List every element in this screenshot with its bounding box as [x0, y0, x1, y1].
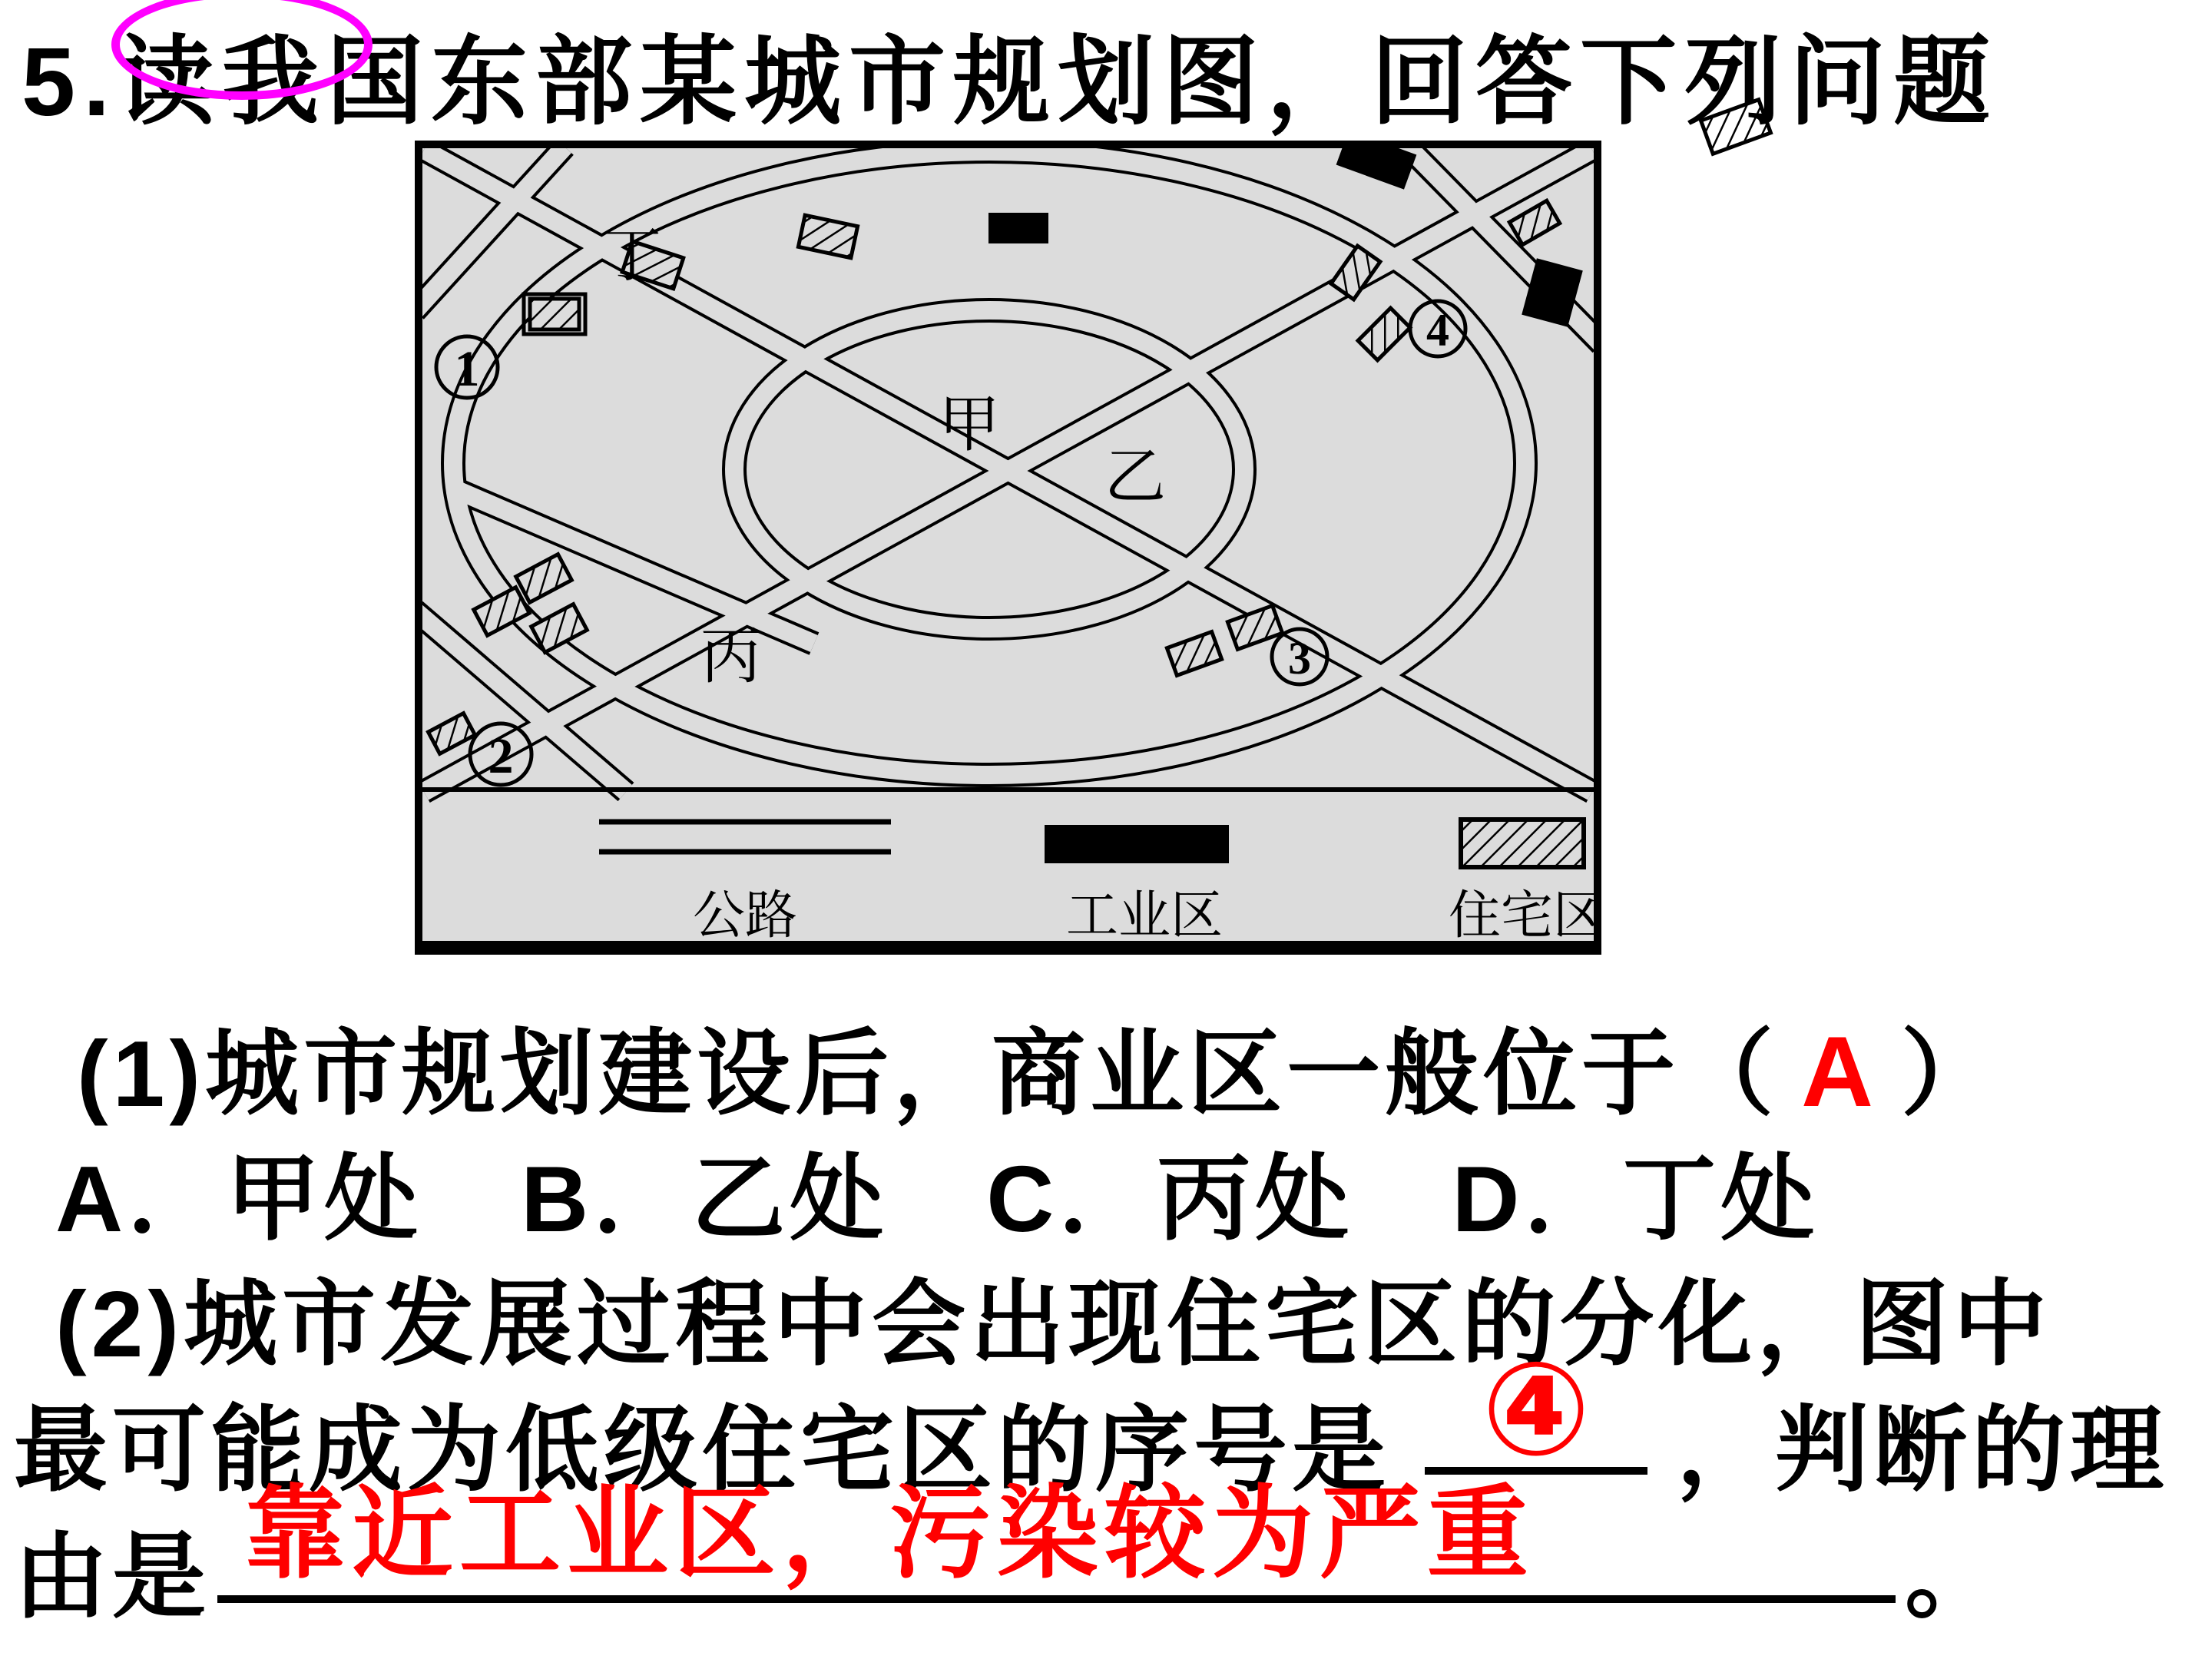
marker-2: 2: [488, 728, 514, 784]
city-map-figure: [415, 141, 1601, 955]
residential-zone-box: [530, 299, 579, 329]
question-title: 5.读我国东部某城市规划图，回答下列问题: [22, 28, 1998, 136]
question-2-line-2-prefix: 最可能成为低级住宅区的序号是: [14, 1398, 1390, 1502]
marker-3: 3: [1288, 633, 1311, 684]
answer-reason-text: 靠近工业区，污染较为严重: [244, 1477, 1535, 1590]
map-label-ding: 丁: [601, 222, 662, 289]
industrial-zone-box: [988, 213, 1048, 243]
legend-label-road: 公路: [692, 886, 798, 945]
legend-label-residential: 住宅区: [1448, 886, 1601, 945]
map-label-yi: 乙: [1104, 444, 1166, 512]
question-2-line-1: (2)城市发展过程中会出现住宅区的分化，图中: [55, 1272, 2052, 1376]
marker-4: 4: [1426, 305, 1449, 356]
answer-blank-reason: [217, 1477, 1896, 1603]
legend-label-industrial: 工业区: [1065, 886, 1224, 945]
options-line: A．甲处 B．乙处 C．丙处 D．丁处: [55, 1147, 1820, 1251]
answer-number-4: ④: [1481, 1337, 1591, 1482]
question-1-line: [77, 998, 1999, 1133]
question-2-line-3: [14, 1477, 2003, 1636]
answer-blank-number: [1425, 1337, 1647, 1482]
question-1-close-paren: ）: [1901, 1022, 1999, 1126]
question-2-line-2-suffix: ，判断的理: [1677, 1398, 2168, 1502]
answer-1: A: [1801, 1015, 1878, 1128]
map-label-jia: 甲: [939, 392, 1000, 459]
map-label-bing: 丙: [700, 624, 762, 691]
industrial-symbol: [1045, 825, 1229, 863]
question-1-text: (1)城市规划建设后，商业区一般位于（: [77, 1022, 1779, 1126]
marker-1: 1: [454, 341, 480, 397]
city-planning-map: [415, 141, 1601, 955]
residential-symbol: [1461, 820, 1584, 867]
question-2-line-3-prefix: 由是: [14, 1525, 210, 1629]
sentence-period: 。: [1905, 1525, 2003, 1629]
